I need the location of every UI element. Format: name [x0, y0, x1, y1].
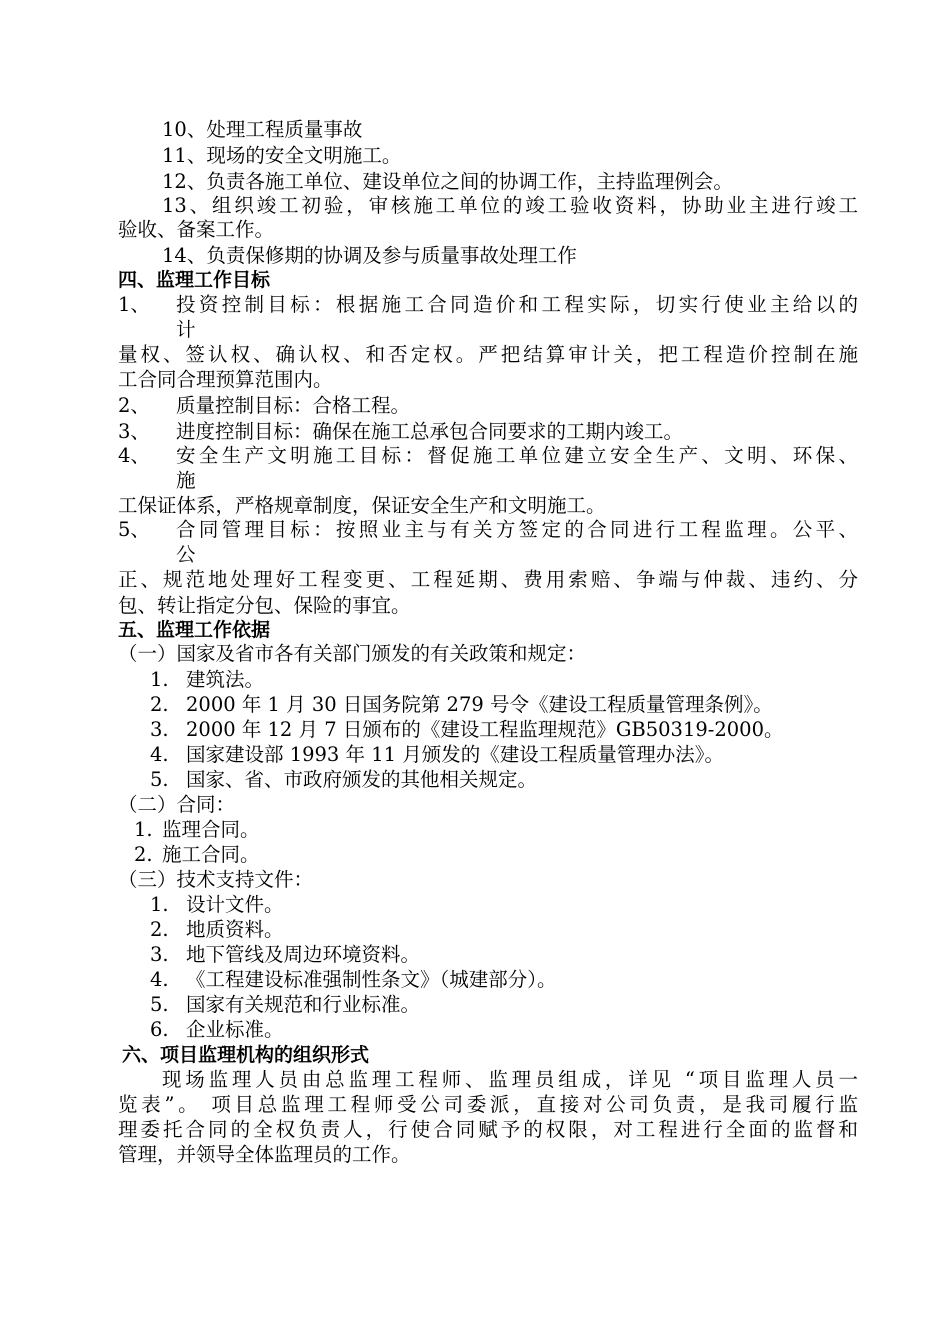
list-item: 国家有关规范和行业标准。 [186, 993, 421, 1016]
goal-text: 投资控制目标：根据施工合同造价和工程实际，切实行使业主给以的 [176, 293, 858, 316]
list-number: 4. [150, 968, 169, 991]
list-item: 设计文件。 [186, 893, 284, 916]
basis-group-title: （二）合同： [118, 793, 236, 816]
paragraph-line: 理委托合同的全权负责人，行使合同赋予的权限，对工程进行全面的监督和 [118, 1118, 858, 1141]
goal-text: 进度控制目标：确保在施工总承包合同要求的工期内竣工。 [176, 420, 684, 443]
list-item: 地下管线及周边环境资料。 [186, 943, 421, 966]
list-item: 2000 年 1 月 30 日国务院第 279 号令《建设工程质量管理条例》。 [186, 693, 773, 716]
list-number: 3. [150, 943, 169, 966]
goal-number: 2、 [118, 394, 150, 417]
goal-text-continued: 包、转让指定分包、保险的事宜。 [118, 594, 411, 617]
goal-text: 合同管理目标：按照业主与有关方签定的合同进行工程监理。公平、 [176, 518, 858, 541]
goal-text: 质量控制目标：合格工程。 [176, 394, 411, 417]
duty-item: 13、组织竣工初验，审核施工单位的竣工验收资料，协助业主进行竣工 [162, 194, 858, 217]
list-number: 6. [150, 1018, 169, 1041]
list-number: 2. [150, 693, 169, 716]
duty-item-continued: 验收、备案工作。 [118, 218, 275, 241]
list-number: 1. [134, 818, 153, 841]
paragraph-line: 现场监理人员由总监理工程师、监理员组成，详见 “项目监理人员一 [162, 1068, 858, 1091]
list-item: 地质资料。 [186, 918, 284, 941]
list-number: 5. [150, 993, 169, 1016]
goal-number: 3、 [118, 420, 150, 443]
goal-text: 安全生产文明施工目标：督促施工单位建立安全生产、文明、环保、 [176, 444, 858, 467]
list-number: 1. [150, 668, 169, 691]
paragraph-line: 览表”。 项目总监理工程师受公司委派，直接对公司负责，是我司履行监 [118, 1093, 858, 1116]
list-item: 企业标准。 [186, 1018, 284, 1041]
duty-item: 10、处理工程质量事故 [162, 118, 363, 141]
list-item: 《工程建设标准强制性条文》（城建部分）。 [186, 968, 557, 991]
list-item: 建筑法。 [186, 668, 265, 691]
goal-number: 5、 [118, 518, 150, 541]
basis-group-title: （三）技术支持文件： [118, 868, 314, 891]
section-heading-6: 六、项目监理机构的组织形式 [122, 1044, 370, 1066]
duty-item: 12、负责各施工单位、建设单位之间的协调工作，主持监理例会。 [162, 170, 733, 193]
list-number: 4. [150, 743, 169, 766]
paragraph-line: 管理，并领导全体监理员的工作。 [118, 1143, 411, 1166]
basis-group-title: （一）国家及省市各有关部门颁发的有关政策和规定： [118, 642, 587, 665]
goal-text-wrap: 计 [176, 318, 196, 341]
goal-text-continued: 工保证体系，严格规章制度，保证安全生产和文明施工。 [118, 494, 606, 517]
section-heading-5: 五、监理工作依据 [118, 619, 271, 641]
list-number: 1. [150, 893, 169, 916]
list-item: 国家建设部 1993 年 11 月颁发的《建设工程质量管理办法》。 [186, 743, 724, 766]
list-number: 2. [150, 918, 169, 941]
duty-item: 11、现场的安全文明施工。 [162, 144, 402, 167]
goal-text-continued: 量权、签认权、确认权、和否定权。严把结算审计关，把工程造价控制在施 [118, 343, 858, 366]
goal-text-wrap: 施 [176, 469, 196, 492]
goal-text-continued: 正、规范地处理好工程变更、工程延期、费用索赔、争端与仲裁、违约、分 [118, 568, 858, 591]
list-number: 2. [134, 843, 153, 866]
list-item: 2000 年 12 月 7 日颁布的《建设工程监理规范》GB50319-2000。 [186, 718, 784, 741]
list-item: 监理合同。 [162, 818, 260, 841]
goal-number: 1、 [118, 293, 150, 316]
list-item: 施工合同。 [162, 843, 260, 866]
goal-text-continued: 工合同合理预算范围内。 [118, 368, 333, 391]
goal-text-wrap: 公 [176, 543, 196, 566]
goal-number: 4、 [118, 444, 150, 467]
section-heading-4: 四、监理工作目标 [118, 269, 271, 291]
list-number: 3. [150, 718, 169, 741]
list-number: 5. [150, 768, 169, 791]
duty-item: 14、负责保修期的协调及参与质量事故处理工作 [162, 244, 577, 267]
list-item: 国家、省、市政府颁发的其他相关规定。 [186, 768, 538, 791]
